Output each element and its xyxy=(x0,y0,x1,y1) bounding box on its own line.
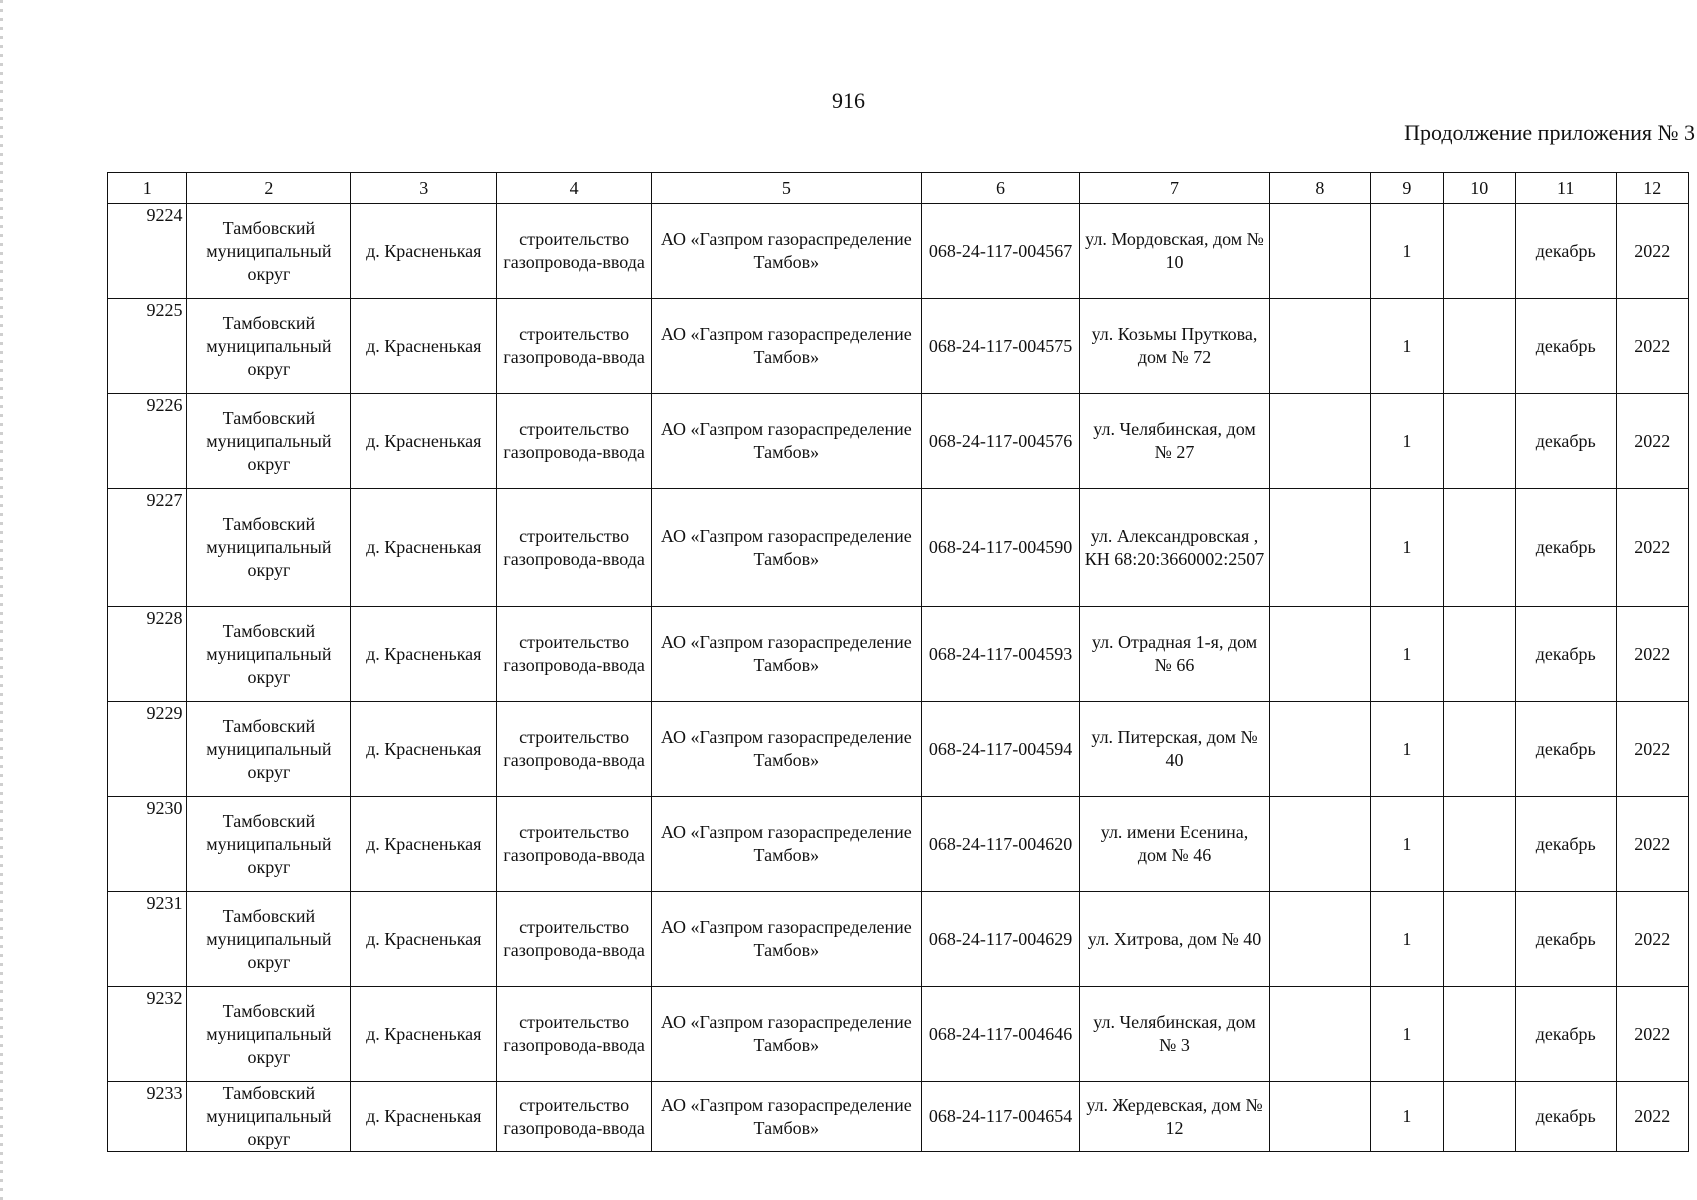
cell-organization: АО «Газпром газораспределение Тамбов» xyxy=(652,797,922,892)
cell-district: Тамбовский муниципальный округ xyxy=(187,394,351,489)
cell-month: декабрь xyxy=(1515,489,1616,607)
table-body xyxy=(108,204,1689,1152)
cell-work-type: строительство газопровода-ввода xyxy=(497,204,652,299)
cell-work-type: строительство газопровода-ввода xyxy=(497,299,652,394)
cell-organization: АО «Газпром газораспределение Тамбов» xyxy=(652,394,922,489)
registry-table xyxy=(107,172,1689,1152)
cell-row-number: 9230 xyxy=(108,797,187,892)
cell-quantity: 1 xyxy=(1371,987,1443,1082)
cell-year: 2022 xyxy=(1616,489,1689,607)
cell-organization: АО «Газпром газораспределение Тамбов» xyxy=(652,987,922,1082)
cell-work-type: строительство газопровода-ввода xyxy=(497,394,652,489)
cell-quantity: 1 xyxy=(1371,702,1443,797)
cell-work-type: строительство газопровода-ввода xyxy=(497,489,652,607)
cell-month: декабрь xyxy=(1515,892,1616,987)
cell-month: декабрь xyxy=(1515,394,1616,489)
cell-col-10 xyxy=(1443,892,1515,987)
continuation-note: Продолжение приложения № 3 xyxy=(1404,120,1695,145)
cell-month: декабрь xyxy=(1515,702,1616,797)
cell-work-type: строительство газопровода-ввода xyxy=(497,607,652,702)
cell-row-number: 9229 xyxy=(108,702,187,797)
cell-address: ул. Козьмы Пруткова, дом № 72 xyxy=(1080,299,1269,394)
cell-work-type: строительство газопровода-ввода xyxy=(497,892,652,987)
cell-registry-id: 068-24-117-004620 xyxy=(921,797,1080,892)
cell-col-10 xyxy=(1443,299,1515,394)
cell-address: ул. Жердевская, дом № 12 xyxy=(1080,1082,1269,1152)
cell-registry-id: 068-24-117-004646 xyxy=(921,987,1080,1082)
table-row xyxy=(108,892,1689,987)
cell-work-type: строительство газопровода-ввода xyxy=(497,797,652,892)
cell-work-type: строительство газопровода-ввода xyxy=(497,987,652,1082)
table-row xyxy=(108,987,1689,1082)
cell-settlement: д. Красненькая xyxy=(351,702,497,797)
cell-registry-id: 068-24-117-004590 xyxy=(921,489,1080,607)
cell-address: ул. Питерская, дом № 40 xyxy=(1080,702,1269,797)
column-header-6: 6 xyxy=(921,173,1080,204)
cell-address: ул. имени Есенина, дом № 46 xyxy=(1080,797,1269,892)
cell-row-number: 9224 xyxy=(108,204,187,299)
cell-address: ул. Челябинская, дом № 3 xyxy=(1080,987,1269,1082)
cell-settlement: д. Красненькая xyxy=(351,204,497,299)
cell-col-8 xyxy=(1269,797,1371,892)
table-row xyxy=(108,607,1689,702)
cell-col-8 xyxy=(1269,489,1371,607)
table-row xyxy=(108,204,1689,299)
cell-registry-id: 068-24-117-004576 xyxy=(921,394,1080,489)
cell-col-10 xyxy=(1443,204,1515,299)
cell-registry-id: 068-24-117-004654 xyxy=(921,1082,1080,1152)
cell-year: 2022 xyxy=(1616,892,1689,987)
cell-district: Тамбовский муниципальный округ xyxy=(187,607,351,702)
cell-district: Тамбовский муниципальный округ xyxy=(187,204,351,299)
cell-settlement: д. Красненькая xyxy=(351,607,497,702)
scan-edge xyxy=(0,0,3,1200)
column-header-7: 7 xyxy=(1080,173,1269,204)
cell-col-8 xyxy=(1269,987,1371,1082)
cell-address: ул. Мордовская, дом № 10 xyxy=(1080,204,1269,299)
cell-month: декабрь xyxy=(1515,1082,1616,1152)
column-header-11: 11 xyxy=(1515,173,1616,204)
column-header-10: 10 xyxy=(1443,173,1515,204)
cell-col-8 xyxy=(1269,204,1371,299)
cell-col-8 xyxy=(1269,1082,1371,1152)
cell-settlement: д. Красненькая xyxy=(351,394,497,489)
cell-district: Тамбовский муниципальный округ xyxy=(187,489,351,607)
cell-address: ул. Хитрова, дом № 40 xyxy=(1080,892,1269,987)
cell-organization: АО «Газпром газораспределение Тамбов» xyxy=(652,489,922,607)
cell-quantity: 1 xyxy=(1371,1082,1443,1152)
cell-settlement: д. Красненькая xyxy=(351,299,497,394)
cell-col-10 xyxy=(1443,394,1515,489)
cell-district: Тамбовский муниципальный округ xyxy=(187,797,351,892)
cell-address: ул. Челябинская, дом № 27 xyxy=(1080,394,1269,489)
cell-row-number: 9228 xyxy=(108,607,187,702)
cell-organization: АО «Газпром газораспределение Тамбов» xyxy=(652,892,922,987)
cell-month: декабрь xyxy=(1515,607,1616,702)
table-row xyxy=(108,299,1689,394)
cell-registry-id: 068-24-117-004593 xyxy=(921,607,1080,702)
cell-quantity: 1 xyxy=(1371,204,1443,299)
cell-month: декабрь xyxy=(1515,299,1616,394)
cell-col-10 xyxy=(1443,987,1515,1082)
cell-settlement: д. Красненькая xyxy=(351,892,497,987)
column-header-3: 3 xyxy=(351,173,497,204)
column-header-2: 2 xyxy=(187,173,351,204)
cell-year: 2022 xyxy=(1616,702,1689,797)
cell-year: 2022 xyxy=(1616,607,1689,702)
table-row xyxy=(108,1082,1689,1152)
cell-month: декабрь xyxy=(1515,204,1616,299)
cell-quantity: 1 xyxy=(1371,892,1443,987)
cell-organization: АО «Газпром газораспределение Тамбов» xyxy=(652,702,922,797)
cell-row-number: 9232 xyxy=(108,987,187,1082)
cell-month: декабрь xyxy=(1515,797,1616,892)
column-header-1: 1 xyxy=(108,173,187,204)
cell-col-10 xyxy=(1443,1082,1515,1152)
cell-col-8 xyxy=(1269,702,1371,797)
table-row xyxy=(108,394,1689,489)
column-header-5: 5 xyxy=(652,173,922,204)
cell-quantity: 1 xyxy=(1371,299,1443,394)
cell-col-8 xyxy=(1269,892,1371,987)
cell-year: 2022 xyxy=(1616,987,1689,1082)
cell-month: декабрь xyxy=(1515,987,1616,1082)
cell-col-10 xyxy=(1443,702,1515,797)
cell-organization: АО «Газпром газораспределение Тамбов» xyxy=(652,607,922,702)
cell-work-type: строительство газопровода-ввода xyxy=(497,1082,652,1152)
cell-settlement: д. Красненькая xyxy=(351,797,497,892)
column-header-4: 4 xyxy=(497,173,652,204)
cell-col-8 xyxy=(1269,394,1371,489)
cell-col-8 xyxy=(1269,607,1371,702)
cell-settlement: д. Красненькая xyxy=(351,1082,497,1152)
header-row xyxy=(108,173,1689,204)
cell-address: ул. Александровская , КН 68:20:3660002:2507 xyxy=(1080,489,1269,607)
cell-district: Тамбовский муниципальный округ xyxy=(187,892,351,987)
cell-registry-id: 068-24-117-004575 xyxy=(921,299,1080,394)
cell-work-type: строительство газопровода-ввода xyxy=(497,702,652,797)
cell-registry-id: 068-24-117-004629 xyxy=(921,892,1080,987)
cell-row-number: 9225 xyxy=(108,299,187,394)
cell-row-number: 9231 xyxy=(108,892,187,987)
cell-district: Тамбовский муниципальный округ xyxy=(187,702,351,797)
cell-col-10 xyxy=(1443,607,1515,702)
table-row xyxy=(108,489,1689,607)
page-number: 916 xyxy=(832,88,865,113)
column-header-9: 9 xyxy=(1371,173,1443,204)
cell-year: 2022 xyxy=(1616,204,1689,299)
cell-registry-id: 068-24-117-004594 xyxy=(921,702,1080,797)
column-header-12: 12 xyxy=(1616,173,1689,204)
cell-quantity: 1 xyxy=(1371,394,1443,489)
cell-year: 2022 xyxy=(1616,797,1689,892)
column-header-8: 8 xyxy=(1269,173,1371,204)
cell-col-10 xyxy=(1443,797,1515,892)
cell-row-number: 9227 xyxy=(108,489,187,607)
cell-settlement: д. Красненькая xyxy=(351,489,497,607)
table-row xyxy=(108,797,1689,892)
cell-registry-id: 068-24-117-004567 xyxy=(921,204,1080,299)
cell-district: Тамбовский муниципальный округ xyxy=(187,1082,351,1152)
cell-quantity: 1 xyxy=(1371,797,1443,892)
cell-row-number: 9233 xyxy=(108,1082,187,1152)
cell-district: Тамбовский муниципальный округ xyxy=(187,987,351,1082)
cell-year: 2022 xyxy=(1616,299,1689,394)
cell-year: 2022 xyxy=(1616,394,1689,489)
cell-col-10 xyxy=(1443,489,1515,607)
cell-district: Тамбовский муниципальный округ xyxy=(187,299,351,394)
cell-settlement: д. Красненькая xyxy=(351,987,497,1082)
cell-quantity: 1 xyxy=(1371,489,1443,607)
cell-col-8 xyxy=(1269,299,1371,394)
cell-organization: АО «Газпром газораспределение Тамбов» xyxy=(652,299,922,394)
cell-organization: АО «Газпром газораспределение Тамбов» xyxy=(652,204,922,299)
table-row xyxy=(108,702,1689,797)
cell-year: 2022 xyxy=(1616,1082,1689,1152)
cell-quantity: 1 xyxy=(1371,607,1443,702)
cell-row-number: 9226 xyxy=(108,394,187,489)
cell-organization: АО «Газпром газораспределение Тамбов» xyxy=(652,1082,922,1152)
cell-address: ул. Отрадная 1-я, дом № 66 xyxy=(1080,607,1269,702)
